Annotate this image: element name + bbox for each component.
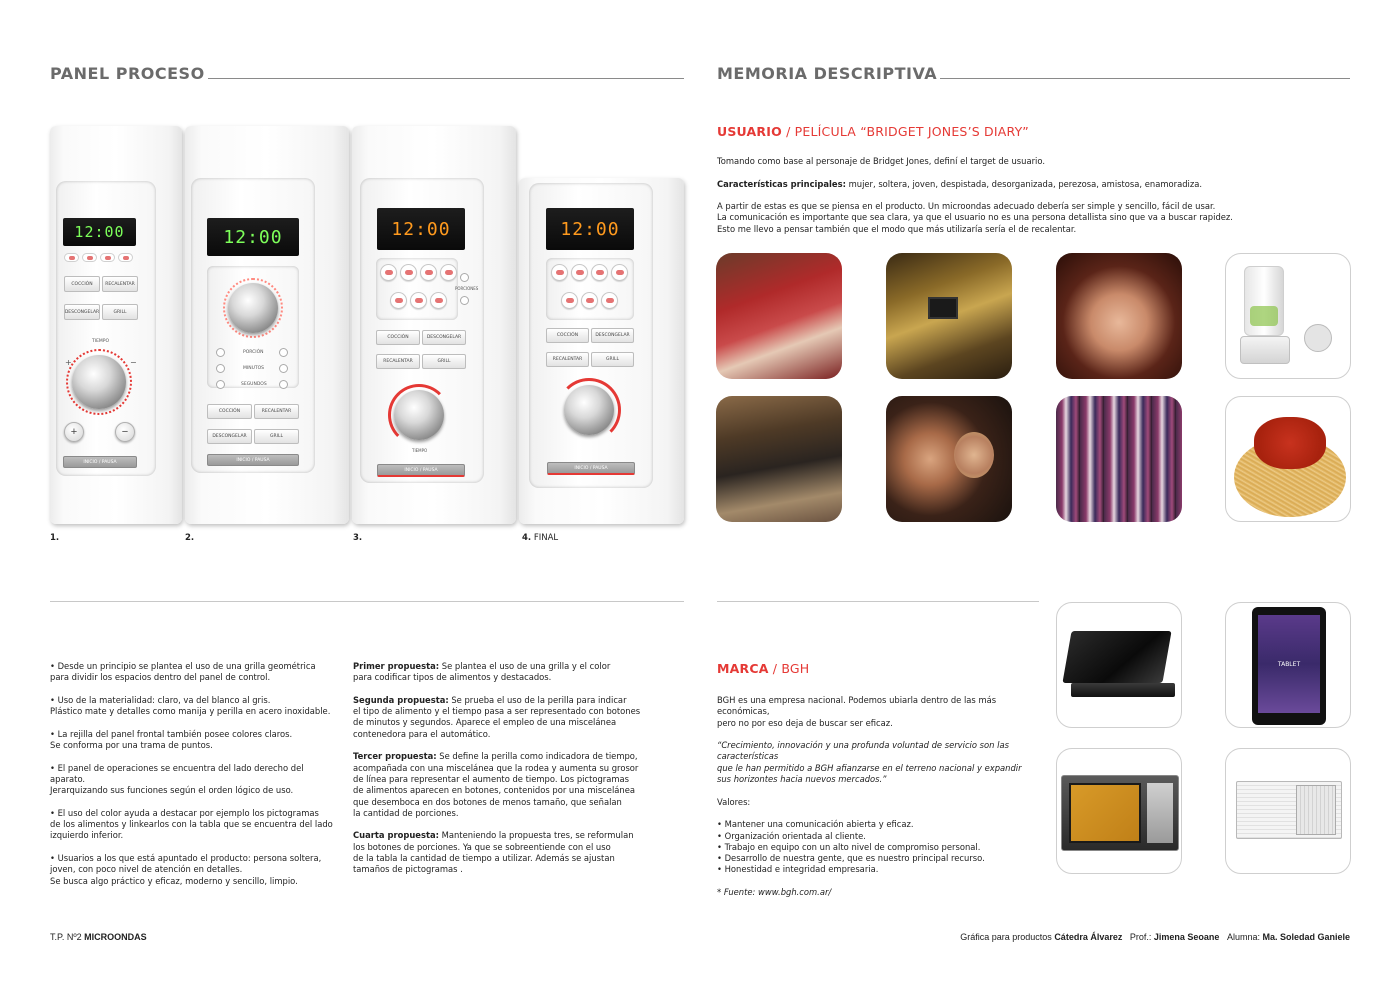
food-icon bbox=[440, 264, 457, 281]
step-label-2: 2. bbox=[185, 533, 195, 543]
descongelar-button: DESCONGELAR bbox=[207, 429, 252, 444]
microwave-panel-3 bbox=[352, 126, 516, 524]
coccion-button: COCCIÓN bbox=[546, 328, 589, 343]
bullet-paragraph: • Usuarios a los que está apuntado el producto: persona soltera, joven, con poco nivel de atención en detalles. Se busca algo práctico y eficaz, moderno y sencillo, limpio. bbox=[50, 853, 322, 886]
microwave-panel-1 bbox=[50, 126, 182, 524]
usuario-paragraph-1: Tomando como base al personaje de Bridget Jones, definí el target de usuario. bbox=[717, 156, 1045, 166]
clock-display: 12:00 bbox=[546, 208, 634, 250]
microwave-panel-2 bbox=[185, 126, 349, 524]
usuario-heading: USUARIO / PELÍCULA “BRIDGET JONES’S DIARY” bbox=[717, 124, 1029, 139]
food-icon bbox=[400, 264, 417, 281]
plus-icon bbox=[279, 380, 288, 389]
bullet-paragraph: • El panel de operaciones se encuentra del lado derecho del aparato. Jerarquizando sus funciones según el orden lógico de uso. bbox=[50, 762, 304, 796]
segundos-label: SEGUNDOS bbox=[241, 382, 267, 387]
valores-label: Valores: bbox=[717, 796, 751, 807]
food-icon bbox=[420, 264, 437, 281]
minus-button: − bbox=[115, 422, 135, 442]
vegetables bbox=[1250, 306, 1278, 326]
time-knob bbox=[564, 385, 614, 435]
minus-icon bbox=[216, 380, 225, 389]
usuario-paragraph-2: Características principales: mujer, soltera, joven, despistada, desorganizada, perezosa, amistosa, enamoradiza. bbox=[717, 178, 1203, 189]
plus-icon bbox=[460, 273, 469, 282]
minutos-label: MINUTOS bbox=[243, 366, 265, 371]
porciones-label: PORCIONES bbox=[455, 286, 479, 291]
memoria-descriptiva-title: MEMORIA DESCRIPTIVA bbox=[717, 64, 938, 83]
descongelar-button: DESCONGELAR bbox=[422, 330, 466, 345]
minus-icon bbox=[216, 364, 225, 373]
clock-display: 12:00 bbox=[377, 208, 465, 250]
marca-heading: MARCA / BGH bbox=[717, 661, 810, 676]
food-icon bbox=[611, 264, 628, 281]
food-icon bbox=[410, 292, 427, 309]
messy-room-photo bbox=[886, 253, 1012, 379]
recalentar-button: RECALENTAR bbox=[546, 352, 589, 367]
marca-text bbox=[717, 695, 1047, 910]
spaghetti-photo bbox=[1225, 396, 1351, 522]
marca-paragraph: BGH es una empresa nacional. Podemos ubiarla dentro de las más económicas, pero no por eso deja de buscar ser eficaz. bbox=[717, 695, 997, 728]
start-pause-button: INICIO / PAUSA bbox=[207, 454, 299, 466]
food-pill-icon bbox=[64, 253, 79, 262]
tablet-photo bbox=[1225, 602, 1351, 728]
panel-proceso-title: PANEL PROCESO bbox=[50, 64, 205, 83]
tiempo-label: TIEMPO bbox=[412, 448, 428, 453]
footer-left: T.P. Nº2 MICROONDAS bbox=[50, 932, 147, 942]
microwave-door-window bbox=[1069, 783, 1141, 843]
microwave-controls bbox=[1147, 783, 1173, 843]
bullets-column bbox=[50, 661, 340, 898]
food-icon bbox=[430, 292, 447, 309]
coccion-button: COCCIÓN bbox=[64, 276, 100, 292]
food-icon bbox=[390, 292, 407, 309]
friend-face bbox=[954, 432, 994, 478]
descongelar-button: DESCONGELAR bbox=[591, 328, 634, 343]
descongelar-button: DESCONGELAR bbox=[64, 304, 100, 320]
clock-display: 12:00 bbox=[207, 218, 299, 256]
food-pill-icon bbox=[82, 253, 97, 262]
messy-hair-woman-photo bbox=[1056, 253, 1182, 379]
bullet-paragraph: • La rejilla del panel frontal también posee colores claros. Se conforma por una trama de puntos. bbox=[50, 728, 293, 751]
tiempo-label: TIEMPO bbox=[92, 339, 110, 344]
proposal-3: Tercer propuesta: Se define la perilla como indicadora de tiempo, acompañada con una miscelánea que la rodea y aumenta su grosor de línea para representar el aumento de tiempo. Los pictogramas de alimentos aparecen en botones, contenidos por una miscelánea que desemboca en dos botones de menos tamaño, que señalan la cantidad de porciones. bbox=[353, 751, 639, 818]
minus-sign: − bbox=[130, 358, 137, 367]
bullet-paragraph: • Uso de la materialidad: claro, va del blanco al gris. Plástico mate y detalles como manija y perilla en acero inoxidable. bbox=[50, 694, 331, 717]
food-knob bbox=[228, 283, 278, 333]
valores-list: • Mantener una comunicación abierta y eficaz. • Organización orientada al cliente. • Trabajo en equipo con un alto nivel de compromiso personal. • Desarrollo de nuestra gente, que es nuestro principal recurso. • Honestidad e integridad empresaria. bbox=[717, 819, 985, 875]
food-icon bbox=[561, 292, 578, 309]
food-icon bbox=[581, 292, 598, 309]
usuario-text bbox=[717, 156, 1277, 246]
clock-display: 12:00 bbox=[63, 218, 136, 246]
food-processor-photo bbox=[1225, 253, 1351, 379]
coccion-button: COCCIÓN bbox=[376, 330, 420, 345]
food-icon bbox=[591, 264, 608, 281]
time-knob bbox=[72, 355, 126, 409]
food-pill-icon bbox=[100, 253, 115, 262]
bullet-paragraph: • Desde un principio se plantea el uso de una grilla geométrica para dividir los espacios dentro del panel de control. bbox=[50, 661, 316, 683]
proposals-column bbox=[353, 661, 663, 887]
food-icon bbox=[551, 264, 568, 281]
wardrobe-clothes-photo bbox=[1056, 396, 1182, 522]
grill-button: GRILL bbox=[422, 354, 466, 369]
food-icon bbox=[601, 292, 618, 309]
processor-base bbox=[1240, 336, 1290, 364]
friends-photo bbox=[886, 396, 1012, 522]
start-pause-button: INICIO / PAUSA bbox=[63, 456, 137, 468]
laptop-photo bbox=[1056, 602, 1182, 728]
plus-icon bbox=[279, 364, 288, 373]
start-pause-button: INICIO / PAUSA bbox=[377, 464, 465, 477]
title-rule-left bbox=[208, 78, 684, 79]
microwave-panel-4 bbox=[519, 178, 684, 524]
food-icon bbox=[571, 264, 588, 281]
ac-vent bbox=[1296, 785, 1336, 835]
proposal-2: Segunda propuesta: Se prueba el uso de la perilla para indicar el tipo de alimento y el tiempo pasa a ser representado con botones de minutos y segundos. Aparece el empleo de una miscelánea contenedora para el automático. bbox=[353, 694, 641, 739]
plus-sign: + bbox=[65, 358, 72, 367]
minus-icon bbox=[460, 296, 469, 305]
step-label-3: 3. bbox=[353, 533, 363, 543]
plus-icon bbox=[279, 348, 288, 357]
laptop-lid bbox=[1062, 631, 1171, 683]
plus-button: + bbox=[64, 422, 84, 442]
porcion-label: PORCIÓN bbox=[243, 350, 264, 355]
step-label-1: 1. bbox=[50, 533, 60, 543]
recalentar-button: RECALENTAR bbox=[102, 276, 138, 292]
step-label-4: 4. FINAL bbox=[522, 533, 559, 543]
proposal-4: Cuarta propuesta: Manteniendo la propuesta tres, se reformulan los botones de porciones. Ya que se sobreentiende con el uso de la tabla la cantidad de tiempo a utilizar. Además se ajustan tamaños de pictogramas . bbox=[353, 830, 634, 875]
food-icon bbox=[380, 264, 397, 281]
usuario-paragraph-3: A partir de estas es que se piensa en el producto. Un microondas adecuado debería ser simple y sencillo, fácil de usar. La comunicación es importante que sea clara, ya que el usuario no es una persona detallista sino que va a buscar rapidez. Esto me llevo a pensar también que el modo que más utilizaría sería el de recalentar. bbox=[717, 201, 1233, 234]
grill-button: GRILL bbox=[591, 352, 634, 367]
bullet-paragraph: • El uso del color ayuda a destacar por ejemplo los pictogramas de los alimentos y linkearlos con la tabla que se encuentra del lado izquierdo inferior. bbox=[50, 807, 333, 841]
bridget-pajamas-photo bbox=[716, 253, 842, 379]
tv-shape bbox=[928, 297, 958, 319]
minus-icon bbox=[216, 348, 225, 357]
footer-right: Gráfica para productos Cátedra Álvarez Prof.: Jimena Seoane Alumna: Ma. Soledad Ganiele bbox=[960, 932, 1350, 942]
grill-button: GRILL bbox=[254, 429, 299, 444]
bgh-microwave-photo bbox=[1056, 748, 1182, 874]
divider-left bbox=[50, 601, 684, 602]
divider-right bbox=[717, 601, 1039, 602]
tablet-screen: TABLET bbox=[1258, 615, 1320, 713]
grill-button: GRILL bbox=[102, 304, 138, 320]
air-conditioner-photo bbox=[1225, 748, 1351, 874]
start-pause-button: INICIO / PAUSA bbox=[547, 462, 635, 475]
food-pill-icon bbox=[118, 253, 133, 262]
cluttered-kitchen-photo bbox=[716, 396, 842, 522]
tomato-sauce bbox=[1254, 417, 1326, 469]
coccion-button: COCCIÓN bbox=[207, 404, 252, 419]
marca-quote: “Crecimiento, innovación y una profunda voluntad de servicio son las características que le han permitido a BGH afianzarse en el terreno nacional y expandir sus horizontes hacia nuevos mercados.” bbox=[717, 740, 1022, 785]
blade-disc bbox=[1304, 324, 1332, 352]
recalentar-button: RECALENTAR bbox=[254, 404, 299, 419]
recalentar-button: RECALENTAR bbox=[376, 354, 420, 369]
time-knob bbox=[394, 390, 444, 440]
title-rule-right bbox=[940, 78, 1350, 79]
laptop-base bbox=[1071, 683, 1175, 697]
fuente-note: * Fuente: www.bgh.com.ar/ bbox=[717, 887, 832, 898]
proposal-1: Primer propuesta: Se plantea el uso de una grilla y el color para codificar tipos de alimentos y destacados. bbox=[353, 661, 611, 683]
